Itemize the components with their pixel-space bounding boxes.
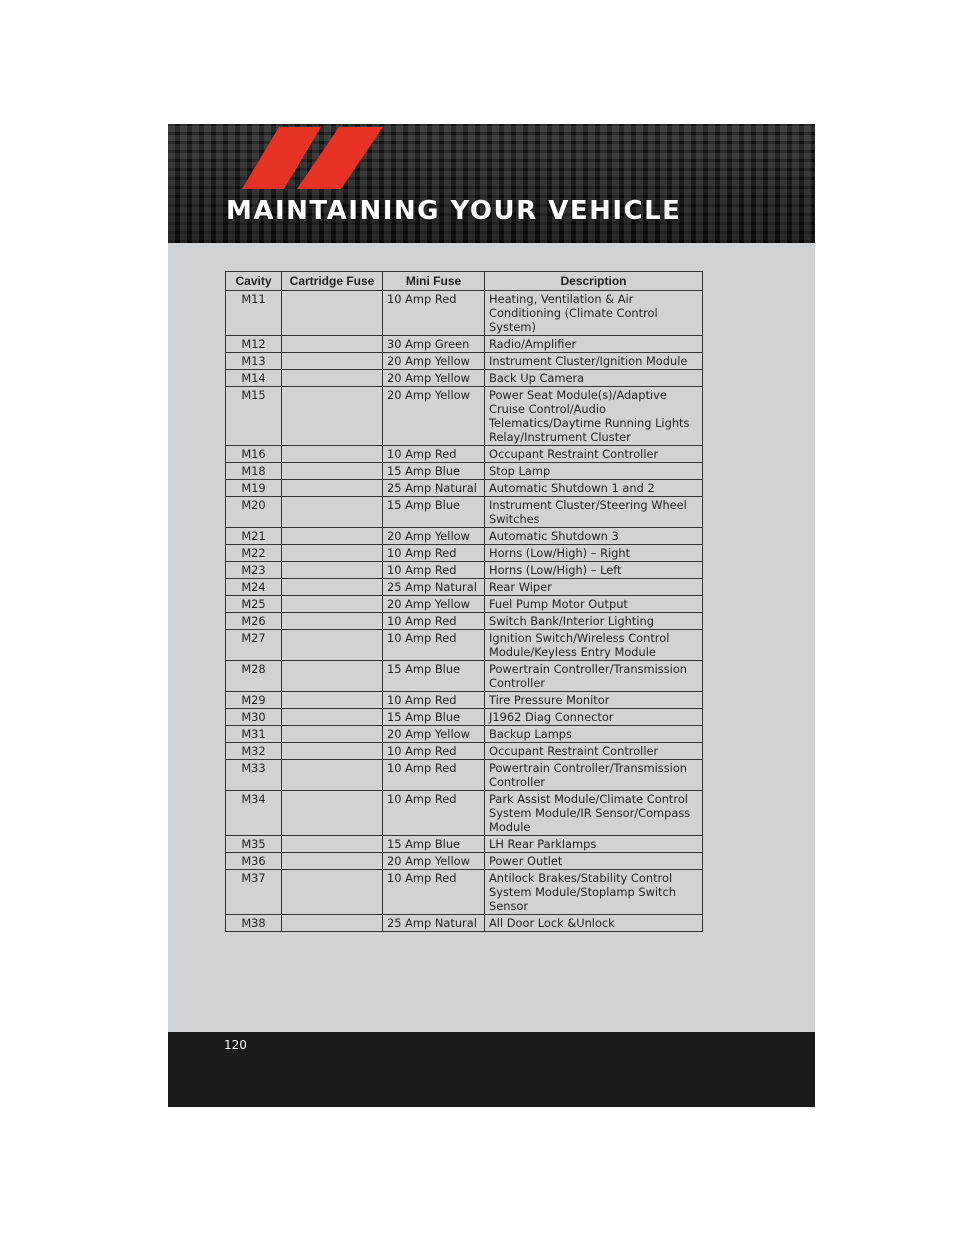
header-mini-fuse: Mini Fuse xyxy=(383,272,485,291)
cartridge-fuse-cell xyxy=(282,726,383,743)
mini-fuse-cell: 10 Amp Red xyxy=(383,743,485,760)
page-number: 120 xyxy=(224,1038,247,1052)
cartridge-fuse-cell xyxy=(282,661,383,692)
cartridge-fuse-cell xyxy=(282,915,383,932)
table-row xyxy=(226,709,703,726)
cavity-cell: M12 xyxy=(226,336,282,353)
description-cell: Switch Bank/Interior Lighting xyxy=(485,613,703,630)
description-cell: Horns (Low/High) – Right xyxy=(485,545,703,562)
cavity-cell: M18 xyxy=(226,463,282,480)
description-cell: Heating, Ventilation & Air Conditioning (Climate Control System) xyxy=(485,291,703,336)
cartridge-fuse-cell xyxy=(282,760,383,791)
mini-fuse-cell: 30 Amp Green xyxy=(383,336,485,353)
table-row xyxy=(226,853,703,870)
mini-fuse-cell: 20 Amp Yellow xyxy=(383,528,485,545)
description-cell: Antilock Brakes/Stability Control System Module/Stoplamp Switch Sensor xyxy=(485,870,703,915)
description-cell: Back Up Camera xyxy=(485,370,703,387)
description-cell: Instrument Cluster/Ignition Module xyxy=(485,353,703,370)
cartridge-fuse-cell xyxy=(282,387,383,446)
description-cell: Park Assist Module/Climate Control System Module/IR Sensor/Compass Module xyxy=(485,791,703,836)
mini-fuse-cell: 10 Amp Red xyxy=(383,791,485,836)
description-cell: Power Outlet xyxy=(485,853,703,870)
mini-fuse-cell: 20 Amp Yellow xyxy=(383,353,485,370)
description-cell: Stop Lamp xyxy=(485,463,703,480)
mini-fuse-cell: 20 Amp Yellow xyxy=(383,726,485,743)
cartridge-fuse-cell xyxy=(282,562,383,579)
cavity-cell: M15 xyxy=(226,387,282,446)
table-row xyxy=(226,562,703,579)
fuse-table xyxy=(225,271,703,932)
cavity-cell: M26 xyxy=(226,613,282,630)
table-row xyxy=(226,613,703,630)
cavity-cell: M21 xyxy=(226,528,282,545)
cartridge-fuse-cell xyxy=(282,545,383,562)
cartridge-fuse-cell xyxy=(282,336,383,353)
cavity-cell: M34 xyxy=(226,791,282,836)
table-row xyxy=(226,870,703,915)
mini-fuse-cell: 25 Amp Natural xyxy=(383,915,485,932)
brand-stripes-logo xyxy=(242,127,392,189)
mini-fuse-cell: 15 Amp Blue xyxy=(383,836,485,853)
cavity-cell: M36 xyxy=(226,853,282,870)
cavity-cell: M33 xyxy=(226,760,282,791)
cavity-cell: M19 xyxy=(226,480,282,497)
cartridge-fuse-cell xyxy=(282,353,383,370)
cavity-cell: M14 xyxy=(226,370,282,387)
table-row xyxy=(226,480,703,497)
cavity-cell: M31 xyxy=(226,726,282,743)
mini-fuse-cell: 20 Amp Yellow xyxy=(383,853,485,870)
description-cell: Fuel Pump Motor Output xyxy=(485,596,703,613)
cartridge-fuse-cell xyxy=(282,630,383,661)
fuse-table-body xyxy=(226,291,703,932)
cavity-cell: M27 xyxy=(226,630,282,661)
mini-fuse-cell: 15 Amp Blue xyxy=(383,497,485,528)
description-cell: Powertrain Controller/Transmission Controller xyxy=(485,760,703,791)
description-cell: Tire Pressure Monitor xyxy=(485,692,703,709)
mini-fuse-cell: 15 Amp Blue xyxy=(383,709,485,726)
mini-fuse-cell: 10 Amp Red xyxy=(383,446,485,463)
cavity-cell: M32 xyxy=(226,743,282,760)
cavity-cell: M37 xyxy=(226,870,282,915)
cavity-cell: M22 xyxy=(226,545,282,562)
cartridge-fuse-cell xyxy=(282,497,383,528)
table-row xyxy=(226,528,703,545)
cartridge-fuse-cell xyxy=(282,791,383,836)
cavity-cell: M35 xyxy=(226,836,282,853)
cartridge-fuse-cell xyxy=(282,446,383,463)
header-cavity: Cavity xyxy=(226,272,282,291)
cartridge-fuse-cell xyxy=(282,613,383,630)
description-cell: J1962 Diag Connector xyxy=(485,709,703,726)
mini-fuse-cell: 10 Amp Red xyxy=(383,613,485,630)
table-row xyxy=(226,336,703,353)
mini-fuse-cell: 15 Amp Blue xyxy=(383,661,485,692)
table-row xyxy=(226,630,703,661)
description-cell: Automatic Shutdown 3 xyxy=(485,528,703,545)
description-cell: Radio/Amplifier xyxy=(485,336,703,353)
description-cell: Backup Lamps xyxy=(485,726,703,743)
cavity-cell: M23 xyxy=(226,562,282,579)
mini-fuse-cell: 10 Amp Red xyxy=(383,760,485,791)
manual-page xyxy=(168,124,815,1107)
table-row xyxy=(226,596,703,613)
table-row xyxy=(226,915,703,932)
mini-fuse-cell: 10 Amp Red xyxy=(383,630,485,661)
page-footer xyxy=(168,1032,815,1107)
cavity-cell: M38 xyxy=(226,915,282,932)
cavity-cell: M29 xyxy=(226,692,282,709)
table-row xyxy=(226,692,703,709)
mini-fuse-cell: 10 Amp Red xyxy=(383,870,485,915)
table-row xyxy=(226,726,703,743)
description-cell: Rear Wiper xyxy=(485,579,703,596)
description-cell: Ignition Switch/Wireless Control Module/Keyless Entry Module xyxy=(485,630,703,661)
cavity-cell: M30 xyxy=(226,709,282,726)
cartridge-fuse-cell xyxy=(282,480,383,497)
page-title: MAINTAINING YOUR VEHICLE xyxy=(226,196,682,226)
cartridge-fuse-cell xyxy=(282,853,383,870)
mini-fuse-cell: 10 Amp Red xyxy=(383,562,485,579)
table-row xyxy=(226,836,703,853)
mini-fuse-cell: 25 Amp Natural xyxy=(383,480,485,497)
description-cell: Powertrain Controller/Transmission Controller xyxy=(485,661,703,692)
cavity-cell: M25 xyxy=(226,596,282,613)
mini-fuse-cell: 10 Amp Red xyxy=(383,692,485,709)
table-header-row xyxy=(226,272,703,291)
mini-fuse-cell: 10 Amp Red xyxy=(383,291,485,336)
table-row xyxy=(226,579,703,596)
description-cell: Occupant Restraint Controller xyxy=(485,446,703,463)
table-row xyxy=(226,387,703,446)
table-row xyxy=(226,463,703,480)
cavity-cell: M11 xyxy=(226,291,282,336)
cartridge-fuse-cell xyxy=(282,836,383,853)
table-row xyxy=(226,446,703,463)
header-description: Description xyxy=(485,272,703,291)
header-cartridge-fuse: Cartridge Fuse xyxy=(282,272,383,291)
cartridge-fuse-cell xyxy=(282,291,383,336)
cavity-cell: M28 xyxy=(226,661,282,692)
description-cell: Automatic Shutdown 1 and 2 xyxy=(485,480,703,497)
table-row xyxy=(226,743,703,760)
cartridge-fuse-cell xyxy=(282,709,383,726)
cartridge-fuse-cell xyxy=(282,692,383,709)
cavity-cell: M13 xyxy=(226,353,282,370)
table-row xyxy=(226,497,703,528)
table-row xyxy=(226,291,703,336)
table-row xyxy=(226,353,703,370)
table-row xyxy=(226,545,703,562)
cartridge-fuse-cell xyxy=(282,463,383,480)
mini-fuse-cell: 15 Amp Blue xyxy=(383,463,485,480)
table-row xyxy=(226,760,703,791)
table-row xyxy=(226,791,703,836)
cartridge-fuse-cell xyxy=(282,579,383,596)
description-cell: All Door Lock &Unlock xyxy=(485,915,703,932)
cartridge-fuse-cell xyxy=(282,870,383,915)
cartridge-fuse-cell xyxy=(282,743,383,760)
cartridge-fuse-cell xyxy=(282,528,383,545)
cavity-cell: M24 xyxy=(226,579,282,596)
cartridge-fuse-cell xyxy=(282,370,383,387)
mini-fuse-cell: 20 Amp Yellow xyxy=(383,387,485,446)
section-header xyxy=(168,124,815,243)
cavity-cell: M16 xyxy=(226,446,282,463)
description-cell: Instrument Cluster/Steering Wheel Switches xyxy=(485,497,703,528)
mini-fuse-cell: 20 Amp Yellow xyxy=(383,596,485,613)
mini-fuse-cell: 25 Amp Natural xyxy=(383,579,485,596)
table-row xyxy=(226,661,703,692)
cartridge-fuse-cell xyxy=(282,596,383,613)
description-cell: Horns (Low/High) – Left xyxy=(485,562,703,579)
mini-fuse-cell: 10 Amp Red xyxy=(383,545,485,562)
description-cell: LH Rear Parklamps xyxy=(485,836,703,853)
description-cell: Occupant Restraint Controller xyxy=(485,743,703,760)
mini-fuse-cell: 20 Amp Yellow xyxy=(383,370,485,387)
cavity-cell: M20 xyxy=(226,497,282,528)
table-row xyxy=(226,370,703,387)
description-cell: Power Seat Module(s)/Adaptive Cruise Control/Audio Telematics/Daytime Running Lights Relay/Instrument Cluster xyxy=(485,387,703,446)
